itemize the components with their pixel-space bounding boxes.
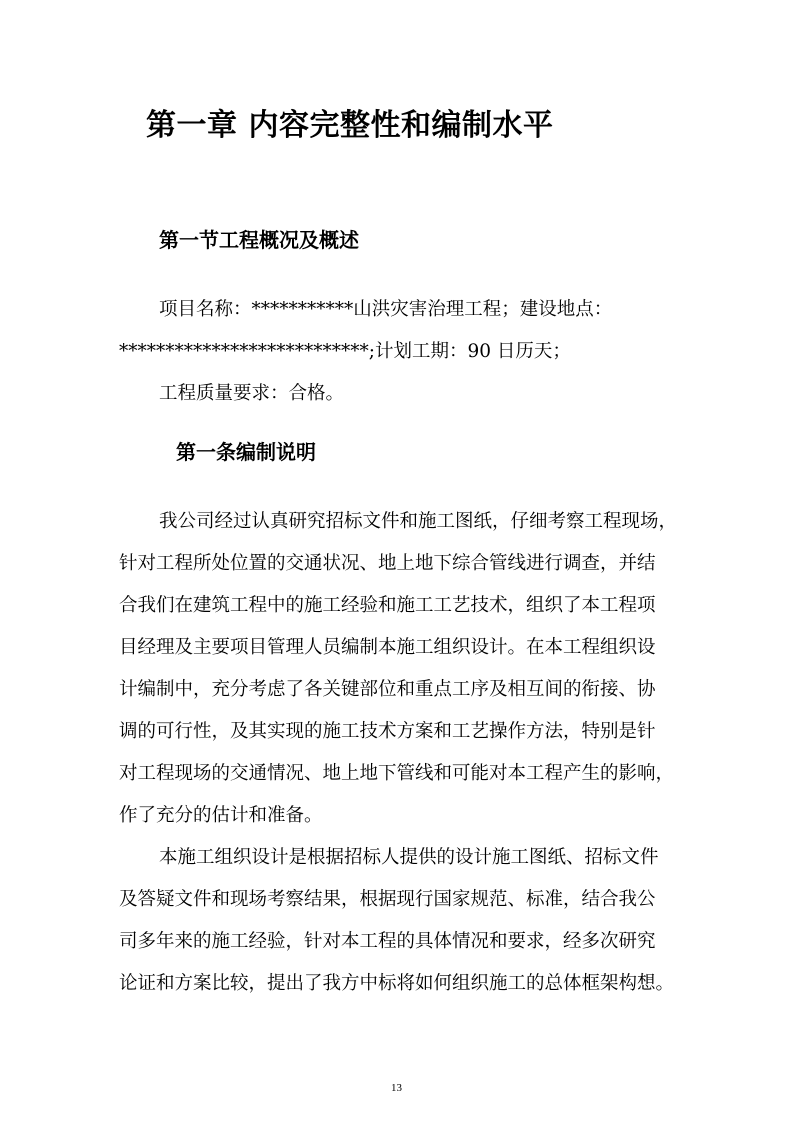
- paragraph1-line: 作了充分的估计和准备。: [119, 805, 323, 826]
- paragraph1-line: 我公司经过认真研究招标文件和施工图纸，仔细考察工程现场，: [159, 511, 678, 532]
- paragraph2-line: 及答疑文件和现场考察结果，根据现行国家规范、标准，结合我公: [119, 889, 656, 910]
- paragraph2-line: 本施工组织设计是根据招标人提供的设计施工图纸、招标文件: [159, 847, 659, 868]
- overview-project-name-line: 项目名称：***********山洪灾害治理工程；建设地点：: [159, 299, 613, 320]
- overview-quality-line: 工程质量要求：合格。: [159, 383, 345, 404]
- article-title: 第一条编制说明: [176, 440, 316, 464]
- paragraph1-line: 针对工程所处位置的交通状况、地上地下综合管线进行调查，并结: [119, 553, 656, 574]
- paragraph1-line: 合我们在建筑工程中的施工经验和施工工艺技术，组织了本工程项: [119, 595, 656, 616]
- overview-location-duration-line: ***************************;计划工期：90 日历天；: [119, 341, 571, 362]
- paragraph1-line: 调的可行性，及其实现的施工技术方案和工艺操作方法，特别是针: [119, 721, 656, 742]
- paragraph1-line: 目经理及主要项目管理人员编制本施工组织设计。在本工程组织设: [119, 637, 656, 658]
- paragraph1-line: 计编制中，充分考虑了各关键部位和重点工序及相互间的衔接、协: [119, 679, 656, 700]
- page-number: 13: [391, 1082, 402, 1094]
- section-title: 第一节工程概况及概述: [159, 228, 359, 252]
- chapter-title: 第一章 内容完整性和编制水平: [146, 108, 554, 143]
- paragraph2-line: 论证和方案比较，提出了我方中标将如何组织施工的总体框架构想。: [119, 973, 675, 994]
- paragraph2-line: 司多年来的施工经验，针对本工程的具体情况和要求，经多次研究: [119, 931, 656, 952]
- paragraph1-line: 对工程现场的交通情况、地上地下管线和可能对本工程产生的影响，: [119, 763, 675, 784]
